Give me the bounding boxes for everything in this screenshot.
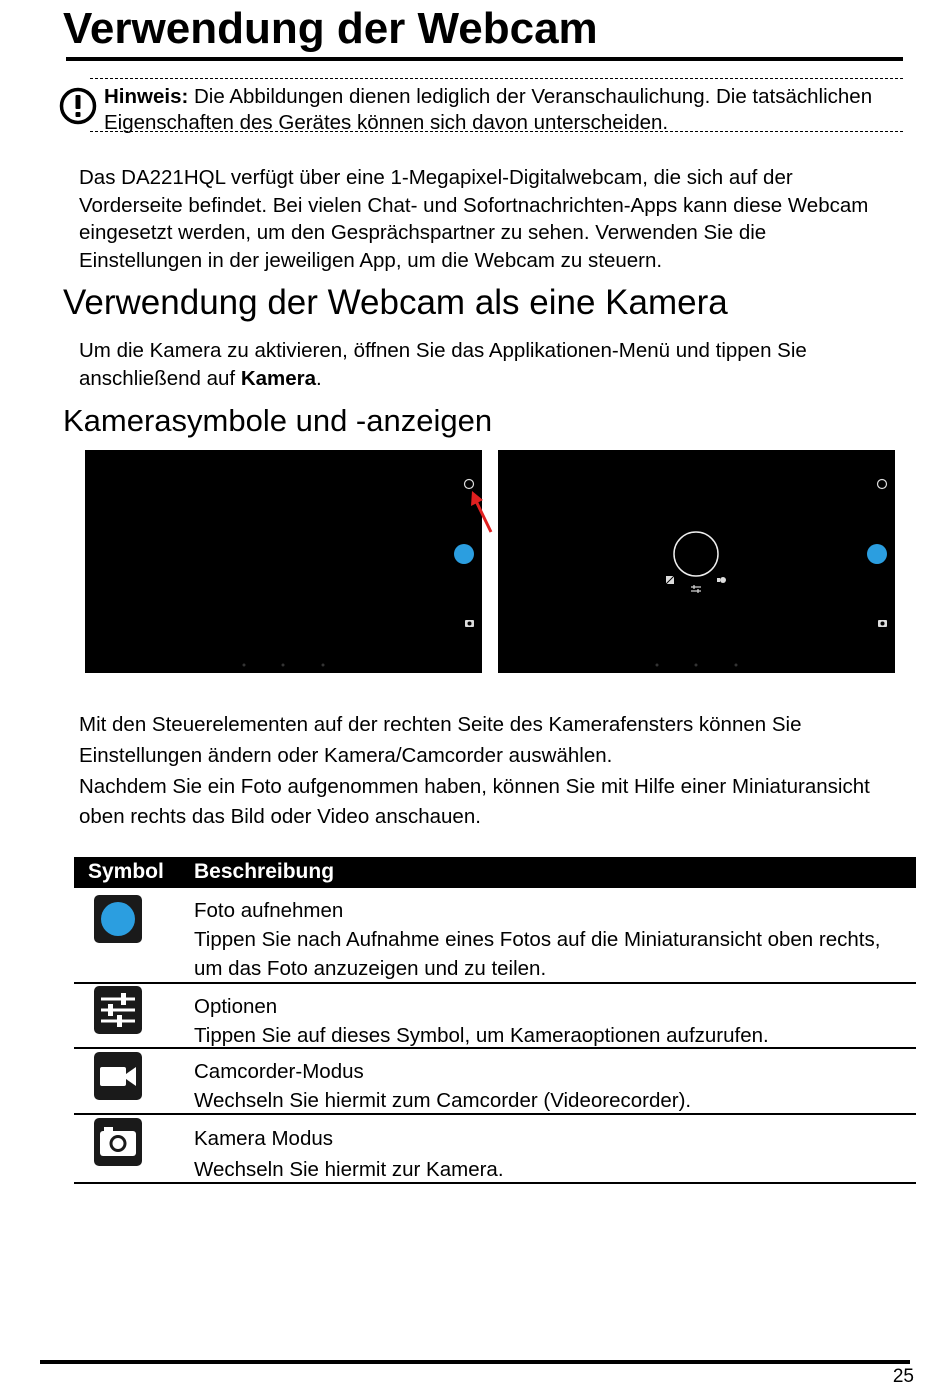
col-header-description: Beschreibung (194, 860, 335, 883)
note-border-top (90, 78, 903, 79)
section-heading-icons: Kamerasymbole und -anzeigen (63, 403, 493, 438)
page-title: Verwendung der Webcam (63, 4, 598, 53)
row-title: Optionen (194, 995, 278, 1018)
section-heading-camera: Verwendung der Webcam als eine Kamera (63, 283, 728, 322)
options-ring (674, 532, 718, 576)
nav-dots (656, 664, 738, 667)
table-row (194, 896, 894, 983)
row-divider (74, 982, 916, 984)
note-body: Die Abbildungen dienen lediglich der Veranschaulichung. Die tatsächlichen Eigenschaften des Gerätes können sich davon unterscheiden. (104, 85, 873, 134)
exposure-icon (666, 576, 674, 584)
camcorder-icon (94, 1052, 142, 1100)
table-row (194, 992, 894, 1050)
camera-screenshot-left (85, 450, 482, 673)
camera-switch-icon (465, 620, 474, 627)
row-text: Wechseln Sie hiermit zum Camcorder (Videorecorder). (194, 1089, 692, 1112)
thumbnail-icon (878, 480, 887, 489)
settings-icon (691, 585, 701, 593)
camera-text-after: . (316, 366, 322, 390)
row-title: Kamera Modus (194, 1127, 334, 1150)
table-header (74, 857, 916, 888)
intro-paragraph: Das DA221HQL verfügt über eine 1-Megapixel-Digitalwebcam, die sich auf der Vorderseite befindet. Bei vielen Chat- und Sofortnachrichten-Apps kann diese Webcam eingesetzt werden, um den Gesprächspartner zu sehen. Verwenden Sie die Einstellungen in der jeweiligen App, um die Webcam zu steuern. (79, 166, 869, 272)
row-text: Tippen Sie nach Aufnahme eines Fotos auf die Miniaturansicht oben rechts, um das Foto anzuzeigen und zu teilen. (194, 928, 881, 980)
camera-text-before: Um die Kamera zu aktivieren, öffnen Sie das Applikationen-Menü und tippen Sie anschließend auf (79, 339, 807, 390)
thumbnail-paragraph: Nachdem Sie ein Foto aufgenommen haben, können Sie mit Hilfe einer Miniaturansicht oben rechts das Bild oder Video anschauen. (79, 775, 870, 828)
row-text: Tippen Sie auf dieses Symbol, um Kameraoptionen aufzurufen. (194, 1024, 769, 1047)
row-divider (74, 1113, 916, 1115)
shutter-blue-circle-icon (94, 895, 142, 943)
page-number: 25 (892, 1366, 914, 1387)
shutter-button (454, 544, 474, 564)
footer-rule (40, 1360, 910, 1364)
row-divider (74, 1182, 916, 1184)
nav-dots (243, 664, 325, 667)
table-row (194, 1123, 894, 1185)
shutter-button (867, 544, 887, 564)
flash-icon (717, 577, 726, 583)
exclamation-icon (59, 87, 97, 125)
camera-paragraph (79, 337, 889, 392)
note-label: Hinweis: (104, 85, 189, 108)
note-text (104, 84, 894, 136)
camera-icon (94, 1118, 142, 1166)
table-row (194, 1057, 894, 1115)
camera-screenshot-right (498, 450, 895, 673)
camera-switch-icon (878, 620, 887, 627)
controls-paragraph: Mit den Steuerelementen auf der rechten Seite des Kamerafensters können Sie Einstellungen ändern oder Kamera/Camcorder auswählen. (79, 713, 802, 767)
row-title: Camcorder-Modus (194, 1060, 364, 1083)
title-underline (66, 57, 903, 61)
options-sliders-icon (94, 986, 142, 1034)
row-title: Foto aufnehmen (194, 899, 344, 922)
camera-text-bold: Kamera (240, 366, 317, 390)
col-header-symbol: Symbol (88, 860, 164, 883)
row-text: Wechseln Sie hiermit zur Kamera. (194, 1158, 504, 1181)
row-divider (74, 1047, 916, 1049)
annotation-arrow-icon (467, 488, 497, 536)
